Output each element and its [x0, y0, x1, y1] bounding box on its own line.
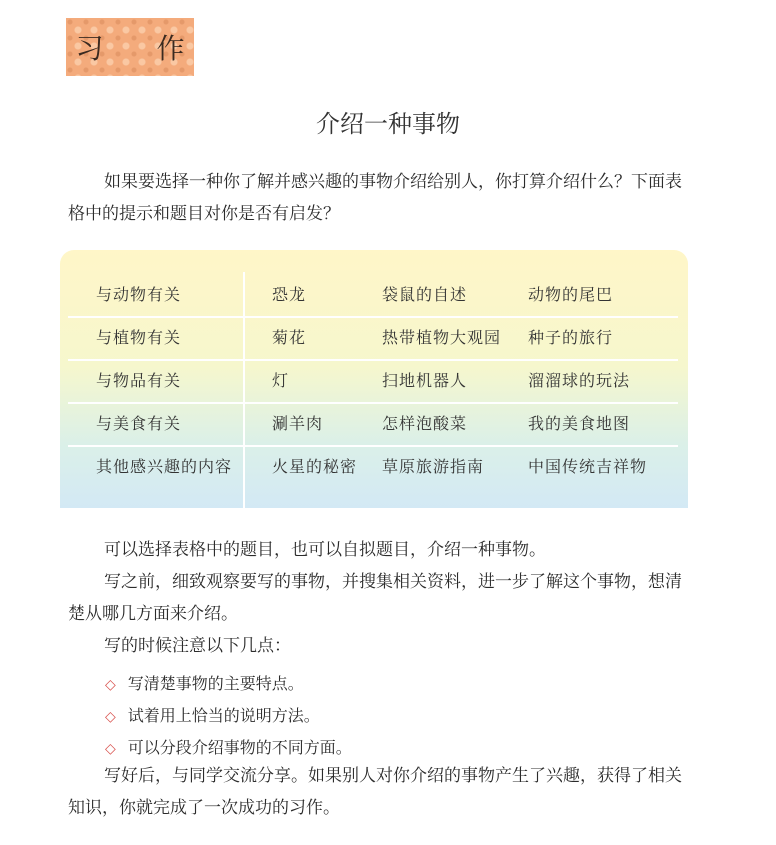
list-item [105, 700, 352, 732]
section-badge-label: 习 作 [75, 32, 207, 65]
table-topic: 我的美食地图 [528, 414, 631, 433]
table-row [68, 274, 678, 316]
table-topic: 火星的秘密 [272, 457, 358, 476]
table-topic: 溜溜球的玩法 [528, 371, 631, 390]
paragraph-before-writing: 写之前，细致观察要写的事物，并搜集相关资料，进一步了解这个事物，想清楚从哪几方面来介绍。 [68, 572, 682, 624]
table-row [68, 317, 678, 359]
list-item [105, 668, 352, 700]
table-topic: 草原旅游指南 [382, 457, 485, 476]
table-topic: 扫地机器人 [382, 371, 468, 390]
diamond-bullet-icon: ◇ [105, 677, 116, 693]
table-category: 其他感兴趣的内容 [96, 457, 233, 476]
table-topic: 袋鼠的自述 [382, 285, 468, 304]
table-topic: 热带植物大观园 [382, 328, 502, 347]
table-category: 与植物有关 [96, 328, 182, 347]
table-row [68, 360, 678, 402]
table-topic: 恐龙 [272, 285, 307, 304]
topic-table [60, 250, 688, 508]
table-topic: 涮羊肉 [272, 414, 324, 433]
table-topic: 菊花 [272, 328, 307, 347]
section-badge [66, 18, 207, 76]
diamond-bullet-icon: ◇ [105, 709, 116, 725]
table-topic: 种子的旅行 [528, 328, 614, 347]
table-topic: 中国传统吉祥物 [528, 457, 648, 476]
table-row [68, 446, 678, 488]
paragraph-choose-topic: 可以选择表格中的题目，也可以自拟题目，介绍一种事物。 [104, 540, 546, 560]
table-row [68, 403, 678, 445]
list-item-text: 写清楚事物的主要特点。 [127, 674, 304, 693]
diamond-bullet-icon: ◇ [105, 741, 116, 757]
list-item-text: 试着用上恰当的说明方法。 [127, 706, 320, 725]
table-topic: 动物的尾巴 [528, 285, 614, 304]
table-category: 与美食有关 [96, 414, 182, 433]
intro-paragraph: 如果要选择一种你了解并感兴趣的事物介绍给别人，你打算介绍什么？下面表格中的提示和题目对你是否有启发？ [68, 172, 682, 224]
table-topic: 怎样泡酸菜 [382, 414, 468, 433]
paragraph-while-writing: 写的时候注意以下几点： [104, 636, 291, 656]
table-topic: 灯 [272, 371, 290, 390]
page-title: 介绍一种事物 [316, 110, 460, 138]
list-item-text: 可以分段介绍事物的不同方面。 [127, 738, 352, 757]
table-category: 与物品有关 [96, 371, 182, 390]
table-category: 与动物有关 [96, 285, 182, 304]
tips-list [105, 668, 352, 764]
paragraph-after-writing: 写好后，与同学交流分享。如果别人对你介绍的事物产生了兴趣，获得了相关知识，你就完成了一次成功的习作。 [68, 766, 682, 818]
